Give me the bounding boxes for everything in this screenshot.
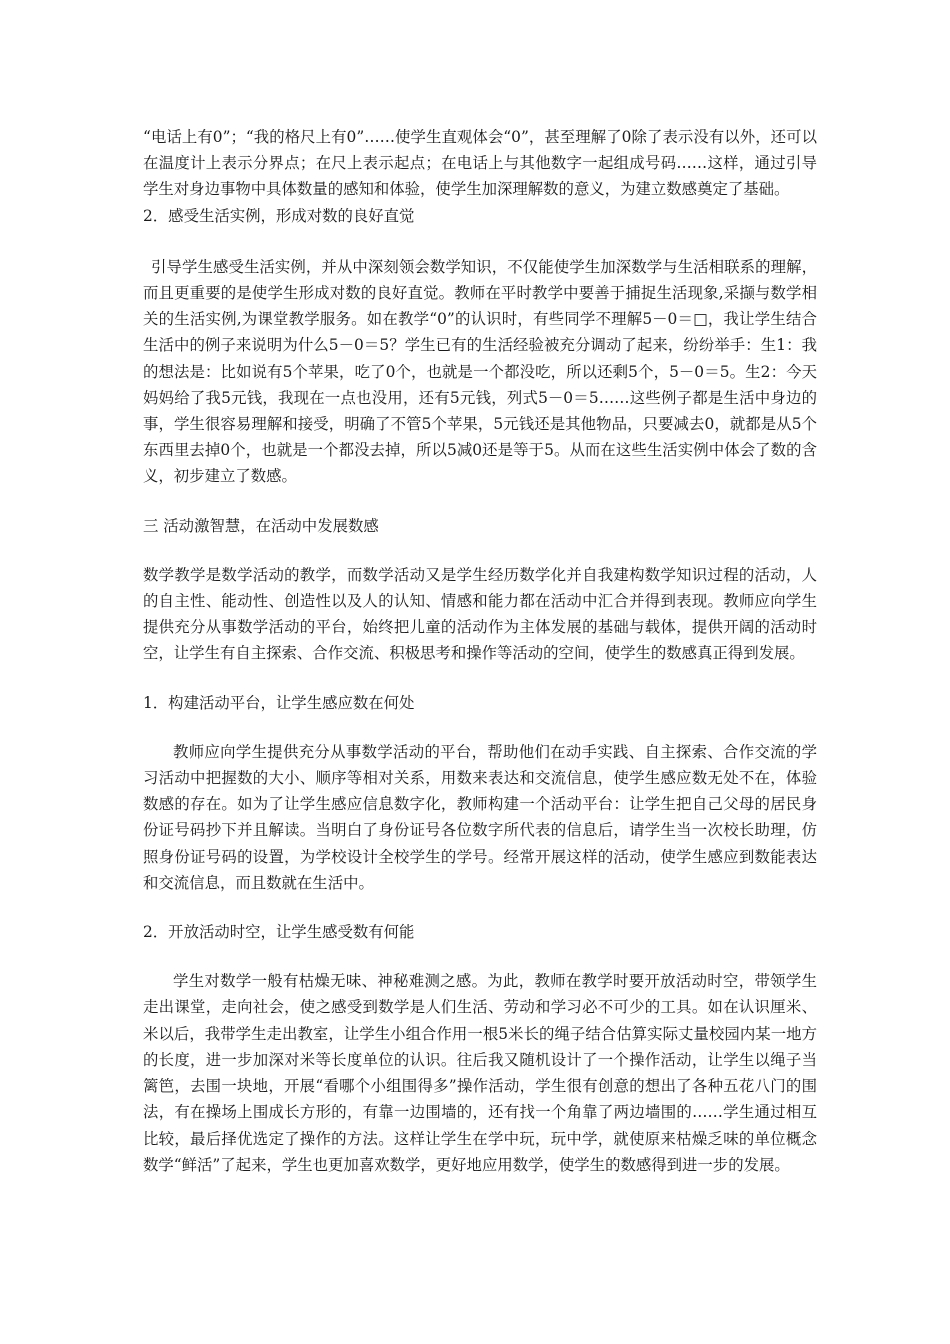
subheading-2-life-examples: 2．感受生活实例，形成对数的良好直觉 — [143, 206, 415, 225]
paragraph-activity-platform: 教师应向学生提供充分从事数学活动的平台，帮助他们在动手实践、自主探索、合作交流的学习活动中把握数的大小、顺序等相对关系，用数来表达和交流信息，使学生感应数无处不在，体验数感的存在。如为了让学生感应信息数字化，教师构建一个活动平台：让学生把自己父母的居民身份证号码抄下并且解读。当明白了身份证号各位数字所代表的信息后，请学生当一次校长助理，仿照身份证号码的设置，为学校设计全校学生的学号。经常开展这样的活动，使学生感应到数能表达和交流信息，而且数就在生活中。 — [143, 742, 817, 892]
subheading-1-activity-platform: 1．构建活动平台，让学生感应数在何处 — [143, 693, 415, 712]
paragraph-activities-intro: 数学教学是数学活动的教学，而数学活动又是学生经历数学化并自我建构数学知识过程的活动，人的自主性、能动性、创造性以及人的认知、情感和能力都在活动中汇合并得到表现。教师应向学生提供充分从事数学活动的平台，始终把儿童的活动作为主体发展的基础与载体，提供开阔的活动时空，让学生有自主探索、合作交流、积极思考和操作等活动的空间，使学生的数感真正得到发展。 — [143, 565, 817, 663]
paragraph-open-activity: 学生对数学一般有枯燥无味、神秘难测之感。为此，教师在教学时要开放活动时空，带领学生走出课堂，走向社会，使之感受到数学是人们生活、劳动和学习必不可少的工具。如在认识厘米、米以后，我带学生走出教室，让学生小组合作用一根5米长的绳子结合估算实际丈量校园内某一地方的长度，进一步加深对米等长度单位的认识。往后我又随机设计了一个操作活动，让学生以绳子当篱笆，去围一块地，开展“看哪个小组围得多”操作活动，学生很有创意的想出了各种五花八门的围法，有在操场上围成长方形的，有靠一边围墙的，还有找一个角靠了两边墙围的……学生通过相互比较，最后择优选定了操作的方法。这样让学生在学中玩，玩中学，就使原来枯燥乏味的单位概念数学“鲜活”了起来，学生也更加喜欢数学，更好地应用数学，使学生的数感得到进一步的发展。 — [143, 972, 817, 1174]
paragraph-life-examples: 引导学生感受生活实例，并从中深刻领会数学知识，不仅能使学生加深数学与生活相联系的理解，而且更重要的是使学生形成对数的良好直觉。教师在平时教学中要善于捕捉生活现象,采撷与数学相关的生活实例,为课堂教学服务。如在教学“0”的认识时，有些同学不理解5－0＝□，我让学生结合生活中的例子来说明为什么5－0＝5？学生已有的生活经验被充分调动了起来，纷纷举手：生1：我的想法是：比如说有5个苹果，吃了0个，也就是一个都没吃，所以还剩5个，5－0＝5。生2：今天妈妈给了我5元钱，我现在一点也没用，还有5元钱，列式5－0＝5……这些例子都是生活中身边的事，学生很容易理解和接受，明确了不管5个苹果，5元钱还是其他物品，只要减去0，就都是从5个东西里去掉0个，也就是一个都没去掉，所以5减0还是等于5。从而在这些生活实例中体会了数的含义，初步建立了数感。 — [143, 257, 817, 486]
section-heading-3-activities: 三 活动激智慧，在活动中发展数感 — [143, 516, 379, 535]
document-body — [143, 124, 817, 1178]
subheading-2-open-activity: 2．开放活动时空，让学生感受数有何能 — [143, 923, 415, 942]
paragraph-zero-examples: “电话上有0”；“我的格尺上有0”……使学生直观体会“0”，甚至理解了0除了表示没有以外，还可以在温度计上表示分界点；在尺上表示起点；在电话上与其他数字一起组成号码……这样，通过引导学生对身边事物中具体数量的感知和体验，使学生加深理解数的意义，为建立数感奠定了基础。 — [143, 128, 817, 199]
